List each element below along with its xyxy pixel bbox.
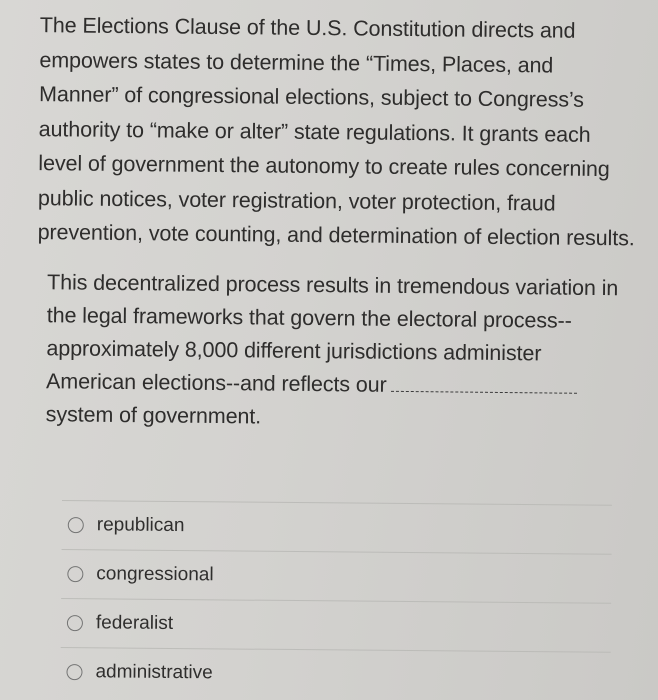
radio-button-icon[interactable] — [67, 615, 83, 631]
radio-button-icon[interactable] — [66, 664, 82, 680]
radio-button-icon[interactable] — [68, 517, 84, 533]
option-label: republican — [96, 514, 185, 537]
option-label: federalist — [95, 612, 174, 634]
question-paragraph-2-text: This decentralized process results in tremendous variation in the legal frameworks that govern the electoral process--approximately 8,000 different jurisdictions administer American elections--and reflects our — [45, 269, 619, 397]
option-federalist[interactable] — [61, 599, 611, 652]
question-text — [24, 8, 638, 437]
option-label: administrative — [95, 661, 213, 684]
option-administrative[interactable] — [60, 648, 610, 700]
option-congressional[interactable] — [61, 550, 611, 603]
answer-blank — [391, 390, 577, 393]
question-paragraph-2-ending: system of government. — [45, 401, 262, 428]
option-republican[interactable] — [62, 501, 612, 554]
option-label: congressional — [96, 563, 214, 586]
question-paragraph-2 — [46, 266, 636, 437]
question-paragraph-1: The Elections Clause of the U.S. Constitution directs and empowers states to determine the “Times, Places, and Manner” of congressional elections, subject to Congress’s authority to “make or alter” state regulations. It grants each level of government the autonomy to create rules concerning public notices, voter registration, voter protection, fraud prevention, vote counting, and determination of election results. — [37, 13, 635, 251]
radio-button-icon[interactable] — [67, 566, 83, 582]
answer-options — [60, 500, 612, 700]
